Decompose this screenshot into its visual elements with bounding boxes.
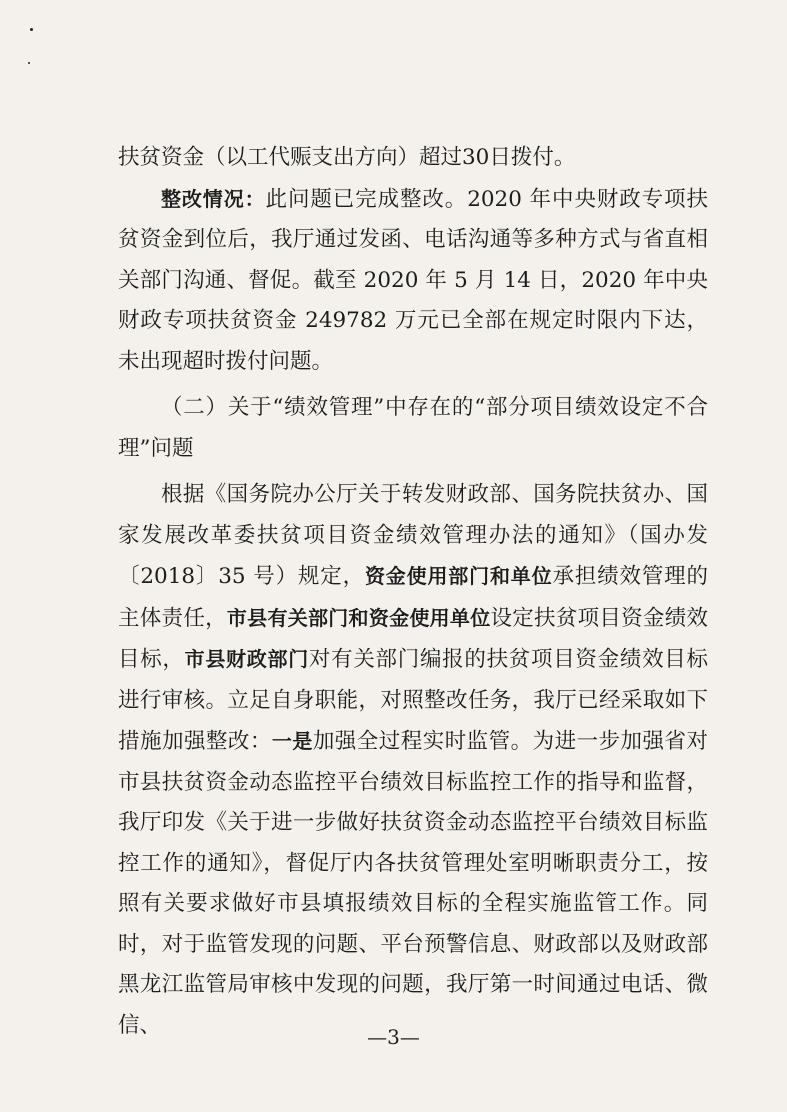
body-text: 承担绩效管理的主体责任， (118, 564, 708, 631)
rectification-label: 整改情况： (161, 186, 266, 211)
bold-phrase: 资金使用部门和单位 (364, 564, 553, 588)
rectification-paragraph (118, 179, 708, 383)
intro-line: 扶贫资金（以工代赈支出方向）超过30日拨付。 (118, 145, 576, 170)
scan-speck (28, 62, 30, 64)
body-text: 加强全过程实时监管。为进一步加强省对市县扶贫资金动态监控平台绩效目标监控工作的指导和监督，我厅印发《关于进一步做好扶贫资金动态监控平台绩效目标监控工作的通知》，督促厅内各扶贫管理处室明晰职责分工，按照有关要求做好市县填报绩效目标的全程实施监管工作。同时，对于监管发现的问题、平台预警信息、财政部以及财政部黑龙江监管局审核中发现的问题，我厅第一时间通过电话、微信、 (118, 729, 708, 1038)
bold-phrase: 市县有关部门和资金使用单位 (226, 605, 491, 630)
page-number: —3— (367, 1025, 420, 1049)
bold-phrase: 市县财政部门 (184, 647, 309, 671)
rectification-text: 此问题已完成整改。2020 年中央财政专项扶贫资金到位后，我厅通过发函、电话沟通等多种方式与省直相关部门沟通、督促。截至 2020 年 5 月 14 日，2020 年中央财政专项扶贫资金 249782 万元已全部在规定时限内下达，未出现超时拨付问题。 (118, 186, 708, 374)
section-heading: （二）关于“绩效管理”中存在的“部分项目绩效设定不合理”问题 (118, 395, 708, 461)
document-body (118, 138, 708, 1046)
body-text: 对有关部门编报的扶贫项目资金绩效目标进行审核。立足自身职能，对照整改任务，我厅已经采取如下措施加强整改： (118, 647, 708, 754)
bold-phrase: 一是 (271, 729, 313, 753)
body-text: 根据《国务院办公厅关于转发财政部、国务院扶贫办、国家发展改革委扶贫项目资金绩效管理办法的通知》（国办发〔2018〕35 号）规定， (118, 482, 708, 589)
scan-speck (30, 28, 33, 31)
body-paragraph (118, 475, 708, 1046)
body-text: 设定扶贫项目资金绩效目标， (118, 605, 708, 672)
